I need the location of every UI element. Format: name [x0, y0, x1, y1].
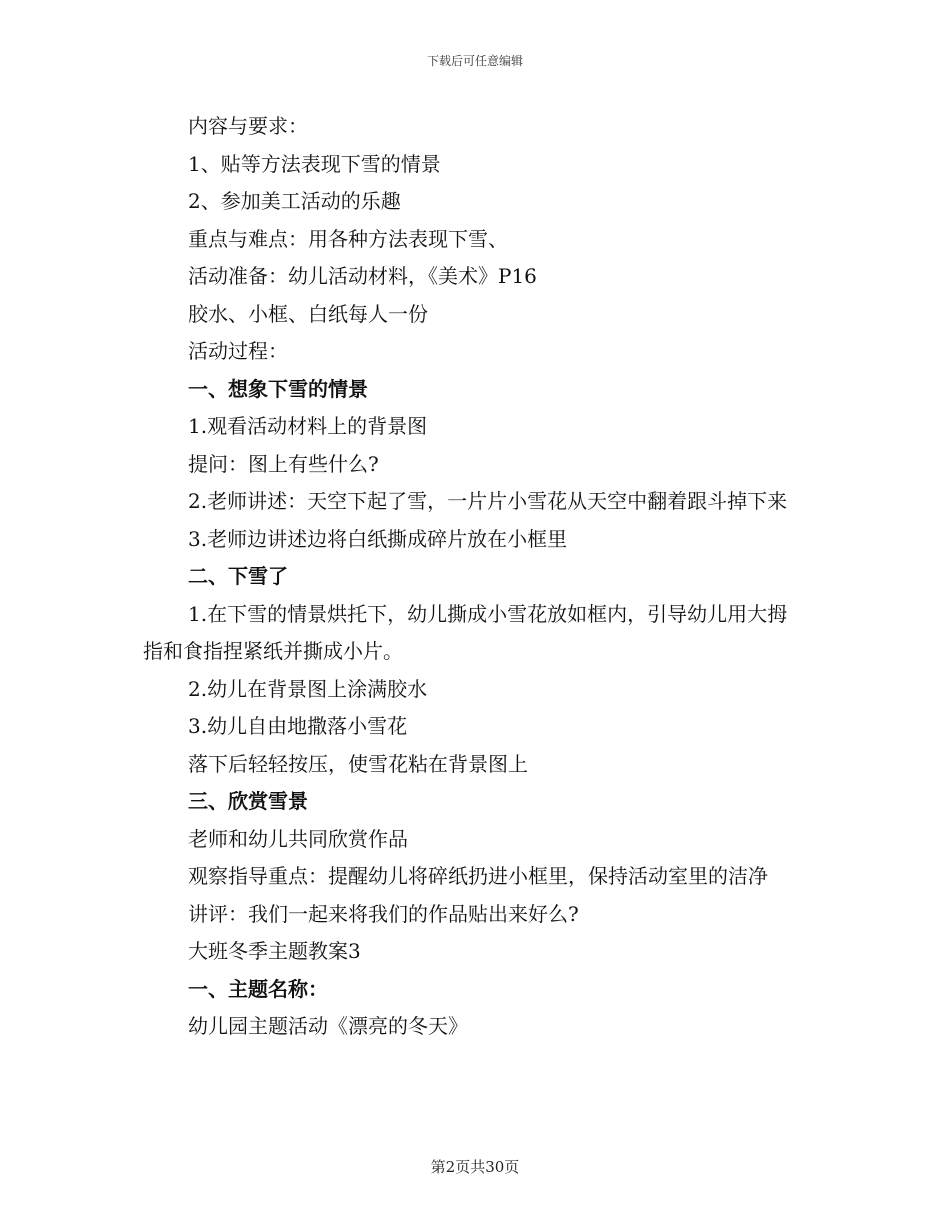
paragraph: 胶水、小框、白纸每人一份: [188, 301, 428, 326]
paragraph: 老师和幼儿共同欣赏作品: [188, 826, 408, 851]
paragraph: 活动准备：幼儿活动材料，《美术》P16: [188, 264, 537, 288]
paragraph: 观察指导重点：提醒幼儿将碎纸扔进小框里，保持活动室里的洁净: [188, 864, 768, 888]
section-heading: 三、欣赏雪景: [188, 789, 308, 813]
paragraph: 3.幼儿自由地撒落小雪花: [188, 714, 408, 738]
paragraph: 1.在下雪的情景烘托下，幼儿撕成小雪花放如框内，引导幼儿用大拇指和食指捏紧纸并撕成小片。: [143, 601, 788, 663]
paragraph: 幼儿园主题活动《漂亮的冬天》: [188, 1014, 468, 1038]
paragraph: 活动过程：: [188, 339, 288, 363]
paragraph: 落下后轻轻按压，使雪花粘在背景图上: [188, 751, 528, 776]
document-body: [143, 108, 803, 1046]
paragraph: 1、贴等方法表现下雪的情景: [188, 151, 441, 176]
paragraph: 1.观看活动材料上的背景图: [188, 414, 428, 438]
section-heading: 一、想象下雪的情景: [188, 376, 368, 401]
section-heading: 一、主题名称：: [188, 976, 328, 1001]
paragraph: 2、参加美工活动的乐趣: [188, 189, 401, 213]
page-header: 下载后可任意编辑: [426, 54, 523, 68]
paragraph: 大班冬季主题教案3: [188, 939, 361, 963]
paragraph: 内容与要求：: [188, 114, 308, 138]
paragraph: 2.幼儿在背景图上涂满胶水: [188, 676, 428, 701]
paragraph: 2.老师讲述：天空下起了雪，一片片小雪花从天空中翻着跟斗掉下来: [188, 489, 788, 513]
paragraph: 讲评：我们一起来将我们的作品贴出来好么?: [188, 901, 579, 926]
section-heading: 二、下雪了: [188, 564, 288, 588]
paragraph: 3.老师边讲述边将白纸撕成碎片放在小框里: [188, 526, 568, 551]
paragraph: 提问：图上有些什么?: [188, 451, 379, 476]
paragraph: 重点与难点：用各种方法表现下雪、: [188, 226, 508, 251]
page-footer: 第2页共30页: [430, 1158, 520, 1176]
